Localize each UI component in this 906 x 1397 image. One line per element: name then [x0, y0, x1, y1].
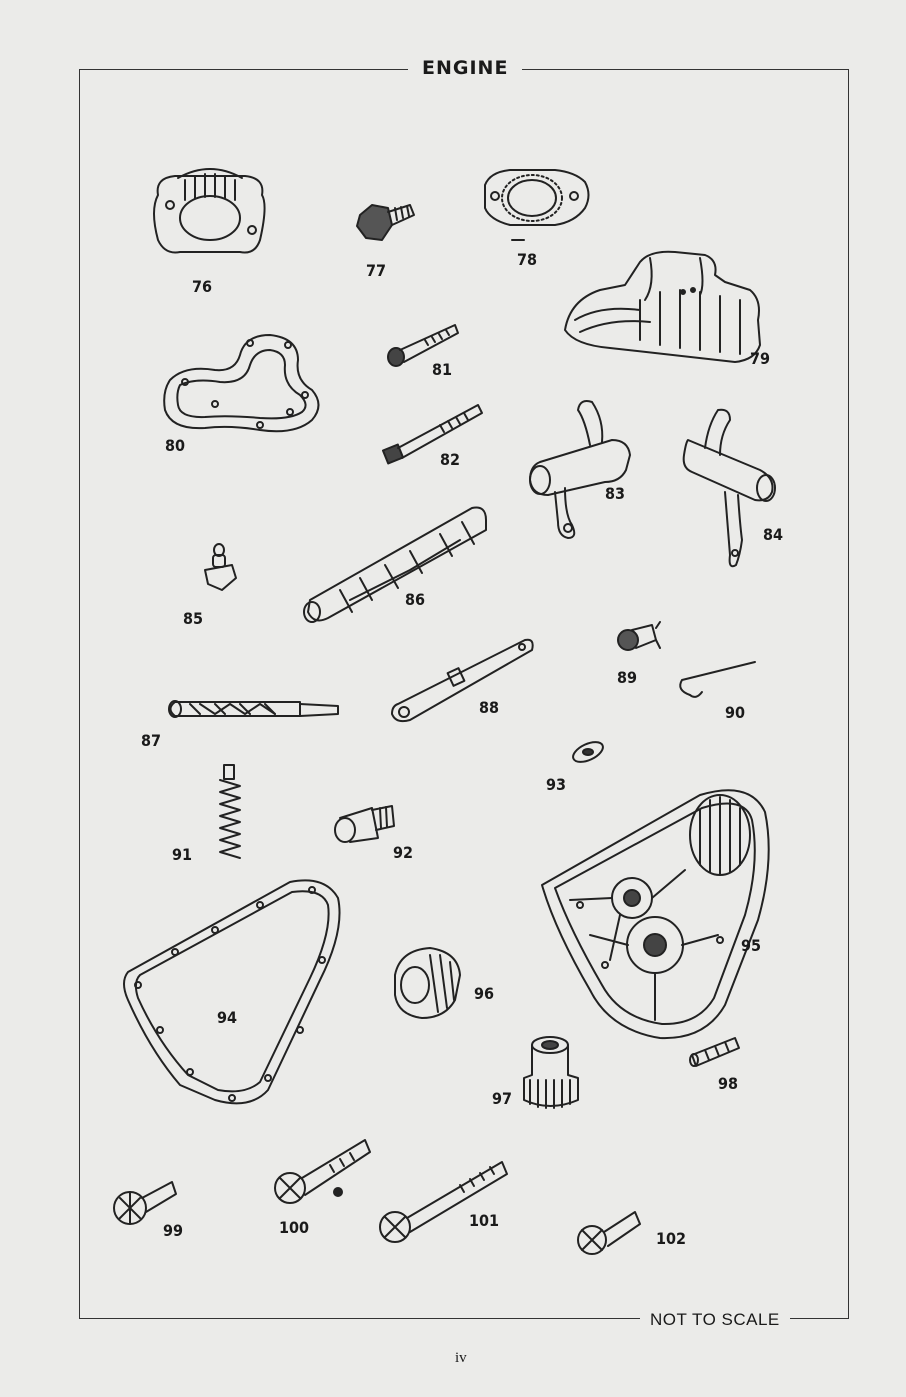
part-86-drawing: [304, 508, 486, 623]
part-label-88: 88: [479, 698, 500, 717]
part-85-drawing: [205, 544, 236, 590]
part-102-drawing: [578, 1212, 640, 1254]
page-number: iv: [455, 1350, 467, 1366]
part-77-drawing: [357, 205, 414, 240]
part-98-drawing: [690, 1038, 739, 1066]
part-label-91: 91: [172, 845, 193, 864]
part-label-96: 96: [474, 984, 495, 1003]
part-88-drawing: [392, 640, 533, 721]
part-89-drawing: [618, 622, 660, 650]
part-95-drawing: [542, 790, 769, 1038]
part-97-drawing: [524, 1037, 578, 1108]
part-label-79: 79: [750, 349, 771, 368]
part-label-102: 102: [656, 1229, 687, 1248]
part-96-drawing: [395, 948, 460, 1018]
part-label-87: 87: [141, 731, 162, 750]
part-90-drawing: [680, 662, 755, 697]
part-80-drawing: [164, 335, 318, 431]
part-label-100: 100: [279, 1218, 310, 1237]
part-78-drawing: [485, 170, 589, 240]
part-101-drawing: [380, 1162, 507, 1242]
part-label-78: 78: [517, 250, 538, 269]
part-label-82: 82: [440, 450, 461, 469]
part-label-93: 93: [546, 775, 567, 794]
part-label-84: 84: [763, 525, 784, 544]
scale-note: NOT TO SCALE: [640, 1310, 790, 1330]
part-label-86: 86: [405, 590, 426, 609]
part-93-drawing: [570, 738, 606, 766]
part-83-drawing: [530, 401, 630, 538]
part-94-drawing: [124, 880, 340, 1103]
part-label-92: 92: [393, 843, 414, 862]
part-82-drawing: [383, 405, 482, 463]
part-label-97: 97: [492, 1089, 513, 1108]
part-label-101: 101: [469, 1211, 500, 1230]
part-100-drawing: [275, 1140, 370, 1203]
part-label-80: 80: [165, 436, 186, 455]
part-label-85: 85: [183, 609, 204, 628]
part-92-drawing: [335, 806, 394, 842]
part-label-83: 83: [605, 484, 626, 503]
part-label-90: 90: [725, 703, 746, 722]
part-label-77: 77: [366, 261, 387, 280]
part-99-drawing: [114, 1182, 176, 1224]
part-87-drawing: [169, 701, 338, 717]
part-label-99: 99: [163, 1221, 184, 1240]
part-79-drawing: [565, 252, 760, 362]
part-label-89: 89: [617, 668, 638, 687]
part-84-drawing: [684, 410, 775, 567]
part-label-94: 94: [217, 1008, 238, 1027]
part-76-drawing: [154, 169, 265, 253]
page-title: ENGINE: [408, 57, 522, 79]
part-label-76: 76: [192, 277, 213, 296]
part-label-95: 95: [741, 936, 762, 955]
part-label-98: 98: [718, 1074, 739, 1093]
part-91-drawing: [220, 765, 240, 858]
part-label-81: 81: [432, 360, 453, 379]
